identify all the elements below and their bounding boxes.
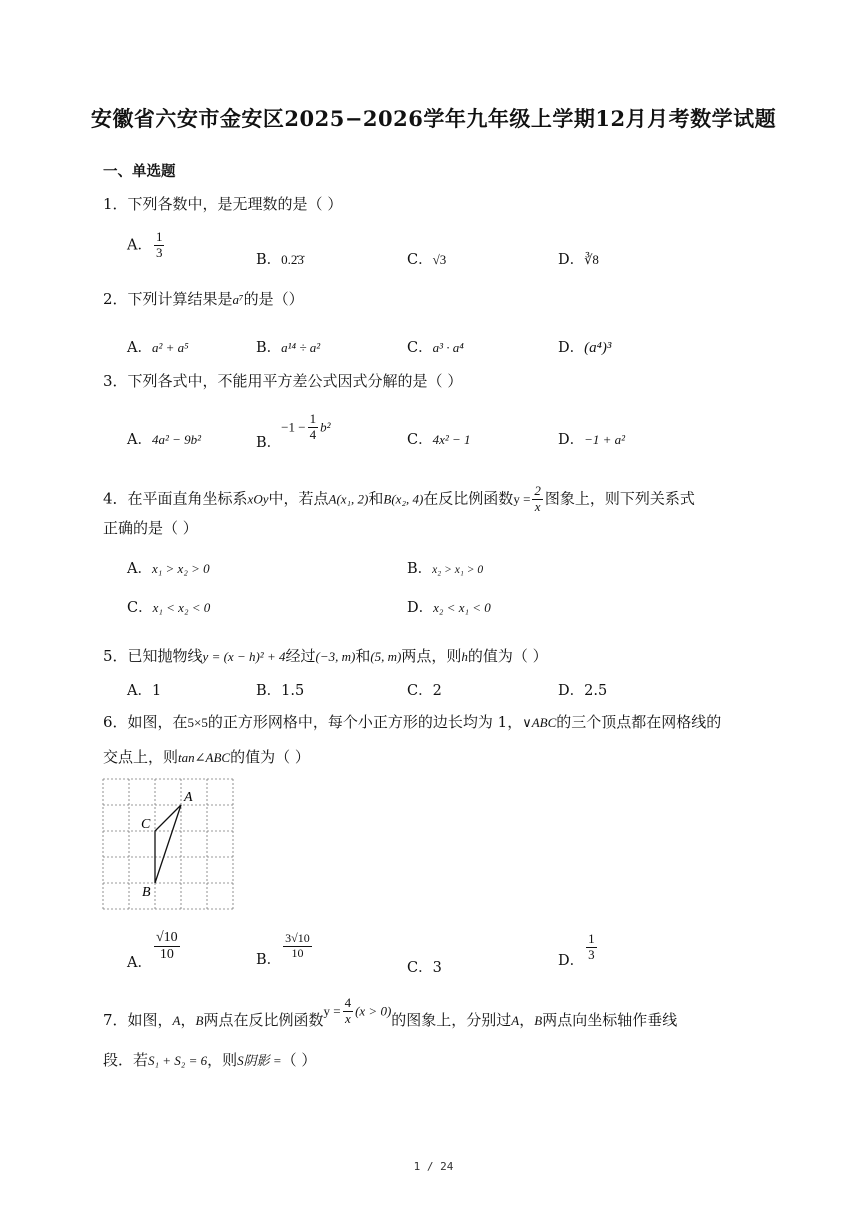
q7-stem-shaded-area: S阴影 = [237,1053,282,1068]
q2-option-a-value: a² + a⁵ [151,340,189,355]
q1-option-a[interactable] [127,230,166,261]
q2-stem-expression: a⁷ [232,292,244,307]
q4-stem-text-3: 和 [368,489,384,508]
q4-stem-point-b: B(x₂, 4) [383,491,424,507]
q4-option-d-label: D． [407,600,434,616]
q4-option-c[interactable] [127,596,210,617]
q6-stem-text-5: 的值为（ ） [230,748,310,766]
q5-stem-text-2: 经过 [285,647,316,665]
fraction-denominator: x [344,1010,351,1026]
q4-option-b-value: x₂ > x₁ > 0 [432,564,484,576]
fraction-denominator: 10 [291,945,304,960]
q7-stem-func-fraction [343,996,354,1027]
q6-stem-grid: 5×5 [187,715,208,730]
q4-stem-xoy: xOy [247,491,269,507]
q7-stem-b2: B [534,1013,543,1029]
q6-stem-line2 [103,746,310,767]
q4-option-c-label: C． [127,600,153,616]
fraction-denominator: x [534,498,541,514]
q4-stem-point-a: A(x₁, 2) [328,491,369,507]
fraction-numerator: √10 [154,930,180,947]
q3-option-b-prefix: −1 − [281,419,306,435]
q2-option-d[interactable] [558,336,611,357]
q1-option-c-value: √3 [432,252,447,267]
q7-stem-func-prefix: y = [323,1003,341,1019]
q4-option-a-value: x₁ > x₂ > 0 [151,561,210,576]
fraction-numerator: 1 [588,931,595,946]
q4-option-b-label: B． [407,561,433,577]
q6-option-b-label: B． [256,952,282,969]
q1-option-d[interactable] [558,248,599,269]
q3-option-b-label: B． [256,435,282,452]
q3-option-c-label: C． [407,432,433,448]
q2-option-d-value: (a⁴)³ [584,340,612,356]
q5-option-c[interactable] [407,679,442,700]
q4-stem-text-5: 图象上，则下列关系式 [544,489,695,508]
q7-stem-a2: A [511,1013,520,1029]
q3-option-c[interactable] [407,428,471,449]
fraction-denominator: 3 [588,946,595,962]
q6-stem-text-4: 交点上，则 [103,748,179,766]
q1-option-a-fraction [154,230,165,261]
fraction-numerator: 2 [534,483,541,498]
q5-stem-point-1: (−3, m) [315,649,356,664]
q7-stem-text-3: 两点在反比例函数 [203,1011,324,1030]
q7-stem-text-6: 两点向坐标轴作垂线 [542,1011,678,1030]
q3-option-a-label: A． [127,432,152,448]
q2-stem-text-b: 的是（） [243,290,304,308]
q6-stem-text-3: 的三个顶点都在网格线的 [556,713,722,731]
section-heading: 一、单选题 [103,163,176,180]
q5-stem-point-2: (5, m) [370,649,402,664]
q7-stem-func-condition: (x > 0) [355,1003,392,1019]
q1-option-b[interactable] [256,248,304,269]
page-number: 1 / 24 [413,1160,454,1173]
q6-stem-triangle: ∨ABC [522,715,557,730]
q5-stem [103,645,548,666]
q7-stem-b: B [195,1013,204,1029]
q2-option-a-label: A． [127,340,152,356]
vertex-c-label: C [141,817,151,832]
q5-option-b-label: B． [256,683,282,699]
q5-option-c-value: 2 [432,683,442,699]
q5-option-b-value: 1.5 [281,683,305,699]
q6-option-d-label: D． [558,953,585,970]
q7-stem-text-2: ， [180,1011,196,1030]
q3-option-a-value: 4a² − 9b² [151,432,202,447]
q2-stem [103,288,304,309]
q3-option-b-fraction [308,412,319,443]
q7-stem-line2 [103,1049,316,1070]
q6-stem-text-2: 的正方形网格中，每个小正方形的边长均为 1， [207,713,523,731]
q6-option-c[interactable] [407,956,442,977]
q5-stem-h: h [461,649,468,664]
q5-stem-text-1: 5．已知抛物线 [103,647,203,665]
q3-option-d-value: −1 + a² [584,432,626,447]
q2-option-c-value: a³ · a⁴ [432,340,464,355]
fraction-denominator: 4 [309,426,317,442]
q7-stem-text-4: 的图象上，分别过 [391,1011,512,1030]
q1-option-b-label: B． [256,252,282,268]
q2-option-b-value: a¹⁴ ÷ a² [281,340,321,355]
q6-option-d-fraction [586,932,597,963]
fraction-numerator: 1 [309,411,317,426]
q3-option-d[interactable] [558,428,625,449]
vertex-a-label: A [184,790,193,805]
q4-option-b[interactable] [407,557,483,578]
q4-stem-line1 [103,484,695,515]
fraction-denominator: 10 [159,947,174,963]
fraction-numerator: 4 [344,995,352,1010]
fraction-denominator: 3 [155,244,163,260]
q4-option-d-value: x₂ < x₁ < 0 [433,600,491,615]
q7-stem-text-8: ，则 [207,1051,238,1069]
q6-option-c-label: C． [407,960,433,976]
q5-option-d[interactable] [558,679,607,700]
q4-option-d[interactable] [407,596,491,617]
q2-option-b[interactable] [256,336,320,357]
q7-stem-text-5: ， [519,1011,535,1030]
q5-option-a-value: 1 [151,683,162,699]
q6-stem-tan: tan∠ABC [178,750,231,765]
q3-option-d-label: D． [558,432,585,448]
q5-option-c-label: C． [407,683,433,699]
q7-stem-text-7: 段．若 [103,1051,149,1069]
q6-option-a-label: A． [127,954,152,971]
q1-option-c-label: C． [407,252,433,268]
q6-stem-line1 [103,711,721,732]
q6-option-b-fraction [283,932,312,961]
q7-stem-a: A [172,1013,181,1029]
q1-option-b-value: 0.2̇3̇ [281,252,304,267]
q4-option-a-label: A． [127,561,152,577]
fraction-numerator: 1 [155,229,163,244]
q1-stem: 1．下列各数中，是无理数的是（ ） [103,195,343,213]
q1-option-d-value: ∛8 [584,252,599,267]
q1-option-d-label: D． [558,252,585,268]
q2-option-c[interactable] [407,336,464,357]
q3-option-b-suffix: b² [320,419,331,435]
q2-option-c-label: C． [407,340,433,356]
q1-option-c[interactable] [407,248,446,269]
q5-option-b[interactable] [256,679,304,700]
q3-option-a[interactable] [127,428,201,449]
q6-grid-figure [100,775,240,915]
q3-stem: 3．下列各式中，不能用平方差公式因式分解的是（ ） [103,372,463,390]
q6-option-d[interactable] [558,931,599,970]
q3-option-b[interactable] [256,411,331,452]
q5-option-d-label: D． [558,683,585,699]
q5-stem-func: y = (x − h)² + 4 [202,649,286,664]
q5-stem-text-5: 的值为（ ） [467,647,548,665]
fraction-numerator: 3√10 [285,931,310,945]
q4-stem-line2: 正确的是（ ） [103,519,198,537]
q3-option-c-value: 4x² − 1 [432,432,471,447]
q6-stem-text-1: 6．如图，在 [103,713,188,731]
q5-stem-text-3: 和 [355,647,371,665]
q6-option-c-value: 3 [432,960,442,976]
q7-stem-text-1: 7．如图， [103,1011,173,1030]
q4-option-a[interactable] [127,557,210,578]
q4-option-c-value: x₁ < x₂ < 0 [152,600,211,615]
q4-stem-func-prefix: y = [513,491,531,507]
q5-option-a-label: A． [127,683,152,699]
q4-stem-text-2: 中，若点 [268,489,329,508]
triangle-abc [155,805,181,883]
q2-option-a[interactable] [127,336,189,357]
vertex-b-label: B [142,885,151,900]
q4-stem-func-fraction [532,484,543,515]
q7-stem-line1 [103,995,678,1030]
q6-option-a[interactable] [127,930,182,971]
q5-option-d-value: 2.5 [584,683,608,699]
q2-option-d-label: D． [558,340,585,356]
q1-option-a-label: A． [127,237,152,254]
q5-option-a[interactable] [127,679,161,700]
q5-stem-text-4: 两点，则 [401,647,462,665]
q4-stem-text-4: 在反比例函数 [423,489,514,508]
q4-stem-text-1: 4．在平面直角坐标系 [103,489,248,508]
q7-stem-sum: S₁ + S₂ = 6 [148,1053,208,1068]
q6-option-a-fraction [154,930,180,963]
q7-stem-text-9: （ ） [281,1051,317,1069]
q6-option-b[interactable] [256,931,314,969]
q2-stem-text-a: 2．下列计算结果是 [103,290,233,308]
page-title: 安徽省六安市金安区2025−2026学年九年级上学期12月月考数学试题 [90,106,777,131]
q2-option-b-label: B． [256,340,282,356]
